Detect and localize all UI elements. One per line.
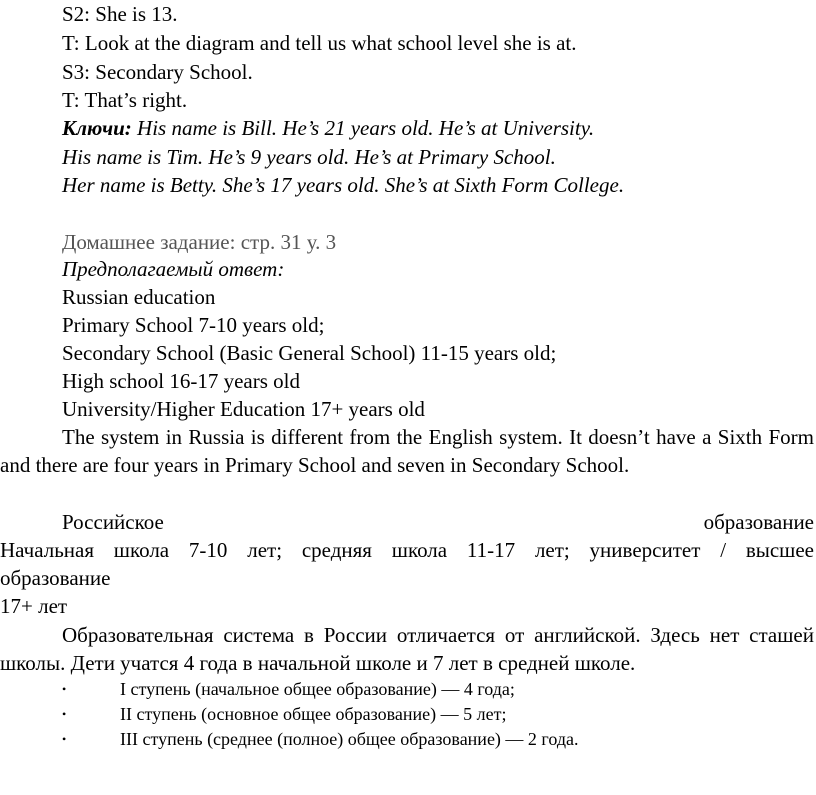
english-paragraph-text: The system in Russia is different from the English system. It doesn’t have a Sixth Form and there are four years in Primary School and seven in Secondary School. bbox=[0, 425, 814, 477]
ru-paragraph-text: Образовательная система в России отличается от английской. Здесь нет сташей школы. Дети учатся 4 года в начальной школе и 7 лет в средней школе. bbox=[0, 623, 814, 675]
ru-heading bbox=[0, 508, 814, 536]
dialogue-line-t1: T: Look at the diagram and tell us what school level she is at. bbox=[62, 31, 577, 55]
keys-line-1 bbox=[62, 114, 594, 142]
ru-line-2: образование bbox=[0, 566, 111, 590]
ru-heading-right: образование bbox=[703, 510, 814, 534]
ru-line-1: Начальная школа 7-10 лет; средняя школа 11-17 лет; университет / высшее bbox=[0, 538, 814, 562]
bullet-icon: • bbox=[62, 707, 67, 721]
ru-paragraph bbox=[0, 621, 814, 677]
bullet-text: I ступень (начальное общее образование) — 4 года; bbox=[120, 679, 515, 699]
homework-title: Домашнее задание: стр. 31 у. 3 bbox=[62, 230, 337, 254]
ru-line-3: 17+ лет bbox=[0, 594, 68, 618]
keys-label: Ключи: bbox=[62, 116, 132, 140]
education-list-item: High school 16-17 years old bbox=[62, 369, 300, 393]
bullet-icon: • bbox=[62, 682, 67, 696]
education-list-item: Secondary School (Basic General School) 11-15 years old; bbox=[62, 341, 557, 365]
bullet-text: III ступень (среднее (полное) общее образование) — 2 года. bbox=[120, 729, 579, 749]
education-list-item: Primary School 7-10 years old; bbox=[62, 313, 325, 337]
education-list-item: Russian education bbox=[62, 285, 216, 309]
dialogue-line-s3: S3: Secondary School. bbox=[62, 60, 253, 84]
keys-answer-1: His name is Bill. He’s 21 years old. He’s at University. bbox=[137, 116, 595, 140]
english-paragraph bbox=[0, 423, 814, 479]
education-list-item: University/Higher Education 17+ years old bbox=[62, 397, 425, 421]
keys-answer-2: His name is Tim. He’s 9 years old. He’s at Primary School. bbox=[62, 145, 556, 169]
bullet-icon: • bbox=[62, 732, 67, 746]
ru-heading-left: Российское bbox=[62, 510, 164, 534]
dialogue-line-s2: S2: She is 13. bbox=[62, 2, 178, 26]
keys-answer-3: Her name is Betty. She’s 17 years old. She’s at Sixth Form College. bbox=[62, 173, 625, 197]
dialogue-line-t2: T: That’s right. bbox=[62, 88, 188, 112]
answer-label: Предполагаемый ответ: bbox=[62, 257, 285, 281]
bullet-text: II ступень (основное общее образование) — 5 лет; bbox=[120, 704, 507, 724]
